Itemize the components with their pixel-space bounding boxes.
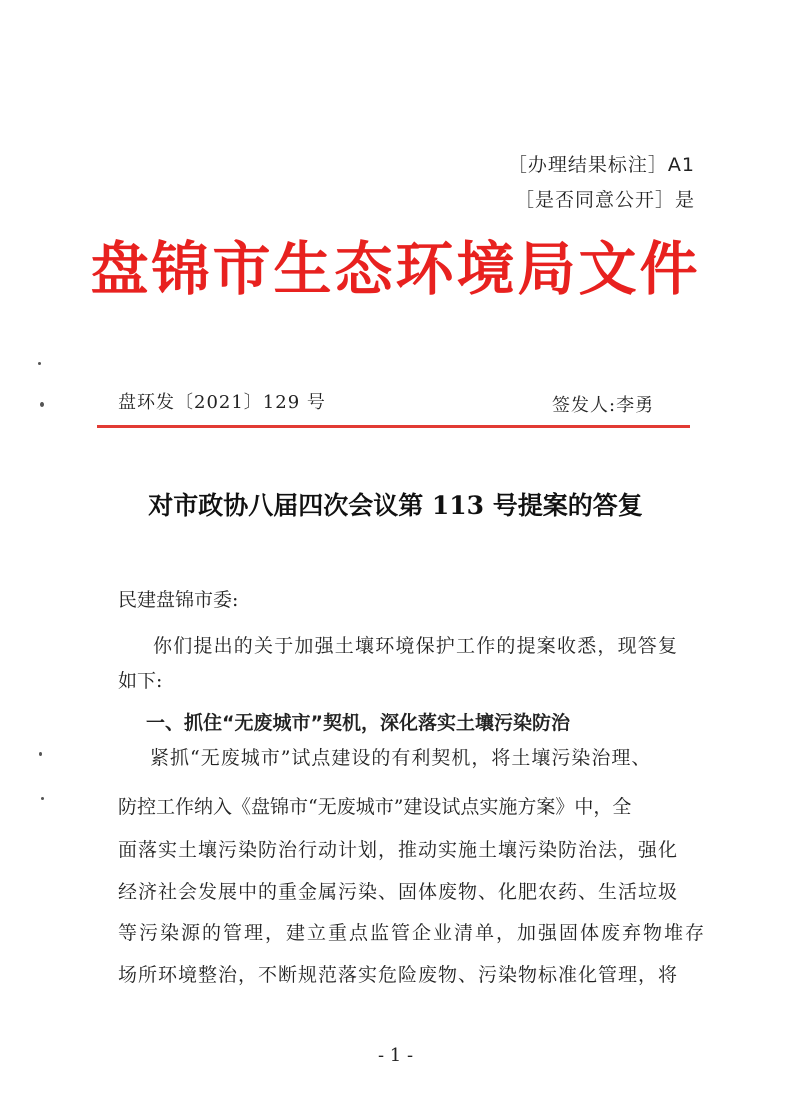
section-heading-1: 一、抓住“无废城市”契机，深化落实土壤污染防治 — [146, 712, 570, 734]
scan-speck — [41, 797, 44, 800]
paragraph-1-line-1: 你们提出的关于加强土壤环境保护工作的提案收悉，现答复 — [153, 635, 679, 657]
page-number: - 1 - — [377, 1045, 414, 1066]
signer: 签发人:李勇 — [552, 395, 655, 416]
scan-speck — [38, 362, 41, 365]
public-consent-annotation: ［是否同意公开］是 — [514, 189, 695, 211]
paragraph-2-line-4: 经济社会发展中的重金属污染、固体废物、化肥农药、生活垃圾 — [118, 881, 679, 903]
scan-speck — [39, 752, 42, 756]
paragraph-2-line-6: 场所环境整治，不断规范落实危险废物、污染物标准化管理，将 — [118, 964, 679, 986]
paragraph-1-line-2: 如下: — [118, 670, 163, 692]
paragraph-2-line-5: 等污染源的管理，建立重点监管企业清单，加强固体废弃物堆存 — [118, 922, 707, 944]
paragraph-2-line-2: 防控工作纳入《盘锦市“无废城市”建设试点实施方案》中，全 — [118, 796, 632, 818]
document-header-title: 盘锦市生态环境局文件 — [90, 235, 701, 303]
paragraph-2-line-3: 面落实土壤污染防治行动计划，推动实施土壤污染防治法，强化 — [118, 839, 679, 861]
paragraph-2-line-1: 紧抓“无废城市”试点建设的有利契机，将土壤污染治理、 — [150, 747, 652, 769]
scan-speck — [40, 402, 44, 407]
document-number: 盘环发〔2021〕129 号 — [118, 392, 326, 413]
red-divider-line — [97, 425, 690, 428]
result-annotation: ［办理结果标注］A1 — [507, 154, 695, 176]
reply-title: 对市政协八届四次会议第 113 号提案的答复 — [148, 491, 643, 520]
salutation: 民建盘锦市委: — [118, 589, 239, 611]
